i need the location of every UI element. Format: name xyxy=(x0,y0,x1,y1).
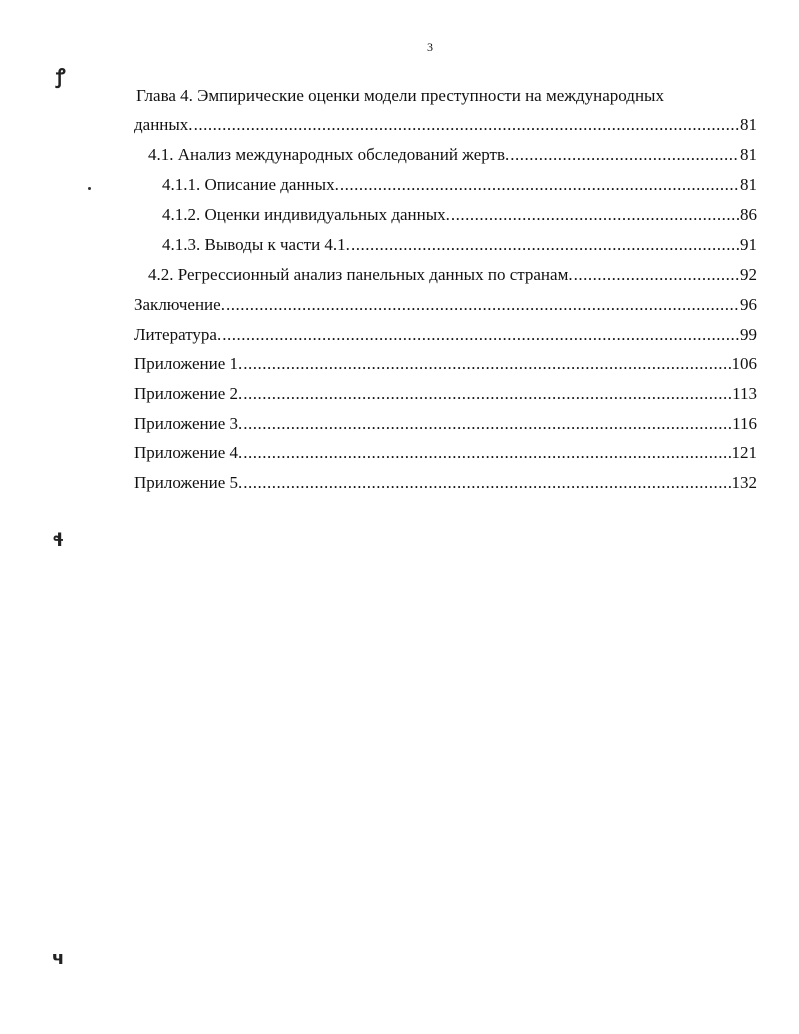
dot-leader xyxy=(222,325,739,344)
toc-entry xyxy=(134,384,757,404)
toc-entry-label: Приложение 5. xyxy=(134,473,243,492)
toc-entry-page: 106 xyxy=(731,354,757,373)
toc-entry-page: 116 xyxy=(732,414,757,433)
toc-entry xyxy=(134,443,757,463)
chapter-heading: Глава 4. Эмпирические оценки модели преступности на международных xyxy=(136,86,664,105)
toc-entry xyxy=(134,414,757,434)
toc-entry-label: Заключение. xyxy=(134,295,225,314)
toc-entry-page: 99 xyxy=(740,325,757,344)
dot-leader xyxy=(243,414,731,433)
toc-entry-page: 113 xyxy=(732,384,757,403)
dot-leader xyxy=(340,175,739,194)
dot-leader xyxy=(243,473,730,492)
dot-leader xyxy=(194,115,739,134)
toc-entry-label: 4.1.2. Оценки индивидуальных данных. xyxy=(162,205,450,224)
toc-entry-page: 81 xyxy=(740,145,757,164)
toc-entry xyxy=(162,205,757,225)
toc-entry xyxy=(134,295,757,315)
dot-leader xyxy=(574,265,739,284)
toc-entry xyxy=(134,115,757,135)
toc-entry-page: 121 xyxy=(731,443,757,462)
toc-entry xyxy=(162,175,757,195)
toc-entry-label: Приложение 2. xyxy=(134,384,243,403)
dot-leader xyxy=(351,235,739,254)
toc-entry-page: 81 xyxy=(740,115,757,134)
toc-entry xyxy=(134,473,757,493)
toc-entry xyxy=(148,265,757,285)
toc-entry xyxy=(134,354,757,374)
toc-entry xyxy=(162,235,757,255)
toc-entry-page: 96 xyxy=(740,295,757,314)
toc-entry-label: Литература. xyxy=(134,325,222,344)
dot-leader xyxy=(451,205,739,224)
toc-entry-label: 4.2. Регрессионный анализ панельных данных по странам. xyxy=(148,265,573,284)
margin-dot xyxy=(88,187,91,190)
page-number: 3 xyxy=(427,40,433,54)
dot-leader xyxy=(243,354,730,373)
toc-entry-label: 4.1.3. Выводы к части 4.1. xyxy=(162,235,350,254)
toc-entry-page: 81 xyxy=(740,175,757,194)
toc-entry-label: Приложение 1. xyxy=(134,354,243,373)
toc-entry-label: Приложение 4. xyxy=(134,443,243,462)
dot-leader xyxy=(226,295,739,314)
toc-entry-page: 86 xyxy=(740,205,757,224)
margin-handwritten-mark-top: ꝭ xyxy=(56,64,66,88)
margin-handwritten-mark-middle: ɬ xyxy=(52,530,65,551)
toc-entry-label: 4.1. Анализ международных обследований жертв. xyxy=(148,145,510,164)
dot-leader xyxy=(510,145,739,164)
toc-entry-label: данных. xyxy=(134,115,193,134)
toc-entry-page: 91 xyxy=(740,235,757,254)
toc-entry xyxy=(134,325,757,345)
toc-entry-label: Приложение 3. xyxy=(134,414,243,433)
toc-entry-page: 132 xyxy=(731,473,757,492)
dot-leader xyxy=(243,384,731,403)
toc-entry xyxy=(148,145,757,165)
toc-entry-label: 4.1.1. Описание данных. xyxy=(162,175,339,194)
dot-leader xyxy=(243,443,730,462)
toc-entry-page: 92 xyxy=(740,265,757,284)
margin-handwritten-mark-bottom: ч xyxy=(52,948,65,969)
